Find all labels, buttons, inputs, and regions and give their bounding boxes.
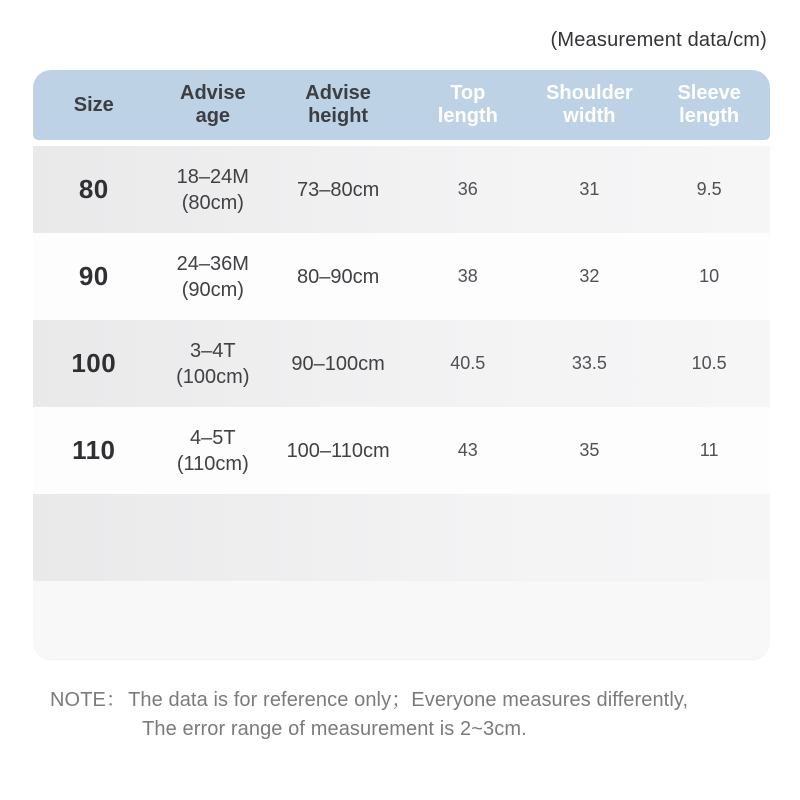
sleeve-length-cell: 10 — [699, 266, 720, 286]
col-header-advise-height — [271, 82, 405, 128]
size-table-body — [33, 146, 770, 660]
advise-height-cell: 100–110cm — [286, 439, 390, 462]
size-table-header — [33, 70, 770, 140]
advise-age-cm: (110cm) — [176, 452, 249, 475]
top-length-cell: 43 — [457, 440, 478, 460]
col-header-advise-height-line2: height — [308, 105, 369, 127]
col-header-sleeve-length-line1: Sleeve — [677, 82, 741, 104]
sleeve-length-cell: 9.5 — [696, 179, 722, 199]
advise-height-cell: 90–100cm — [291, 352, 385, 375]
table-row-size-110 — [33, 407, 770, 494]
col-header-shoulder-width-line1: Shoulder — [546, 82, 633, 104]
size-cell: 80 — [78, 174, 109, 204]
note-line2: The error range of measurement is 2~3cm. — [142, 718, 527, 740]
shoulder-width-cell: 35 — [579, 440, 600, 460]
size-cell: 90 — [78, 261, 109, 291]
sleeve-length-cell: 11 — [699, 440, 719, 460]
col-header-shoulder-width-line2: width — [563, 105, 616, 127]
top-length-cell: 38 — [457, 266, 478, 286]
note-line1: The data is for reference only；Everyone measures differently, — [128, 689, 689, 711]
advise-age-range: 4–5T — [190, 426, 236, 449]
advise-age-cell — [155, 146, 271, 233]
col-header-size — [33, 94, 155, 117]
advise-age-range: 24–36M — [176, 252, 249, 275]
shoulder-width-cell: 31 — [579, 179, 600, 199]
advise-height-cell: 73–80cm — [296, 178, 380, 201]
advise-height-cell: 80–90cm — [296, 265, 380, 288]
measurement-unit-caption: (Measurement data/cm) — [550, 29, 767, 51]
advise-age-range: 18–24M — [176, 165, 249, 188]
col-header-advise-age — [155, 82, 271, 128]
size-cell: 100 — [71, 348, 117, 378]
note-label: NOTE： — [50, 689, 127, 711]
advise-age-cm: (80cm) — [181, 191, 244, 214]
note — [50, 686, 688, 744]
note-text — [128, 686, 688, 744]
col-header-top-length-line1: Top — [450, 82, 486, 104]
top-length-cell: 36 — [457, 179, 478, 199]
col-header-advise-age-line1: Advise — [180, 82, 246, 104]
col-header-top-length-line2: length — [437, 105, 498, 127]
sleeve-length-cell: 10.5 — [691, 353, 727, 373]
advise-age-range: 3–4T — [190, 339, 236, 362]
table-row-size-100 — [33, 320, 770, 407]
advise-age-cell — [155, 233, 271, 320]
shoulder-width-cell: 33.5 — [571, 353, 607, 373]
col-header-advise-age-line2: age — [195, 105, 231, 127]
col-header-size-line1: Size — [73, 93, 114, 116]
size-cell: 110 — [72, 435, 116, 465]
shoulder-width-cell: 32 — [579, 266, 600, 286]
advise-age-cm: (100cm) — [176, 365, 250, 388]
col-header-advise-height-line1: Advise — [305, 82, 371, 104]
empty-tail-row — [33, 581, 770, 660]
advise-age-cell — [155, 320, 271, 407]
empty-row — [33, 494, 770, 581]
table-row-size-90 — [33, 233, 770, 320]
col-header-top-length — [405, 82, 530, 128]
advise-age-cell — [155, 407, 271, 494]
col-header-sleeve-length-line2: length — [679, 105, 740, 127]
col-header-shoulder-width — [530, 82, 648, 128]
advise-age-cm: (90cm) — [181, 278, 244, 301]
col-header-sleeve-length — [648, 82, 770, 128]
table-row-size-80 — [33, 146, 770, 233]
top-length-cell: 40.5 — [450, 353, 486, 373]
size-table — [33, 70, 770, 660]
